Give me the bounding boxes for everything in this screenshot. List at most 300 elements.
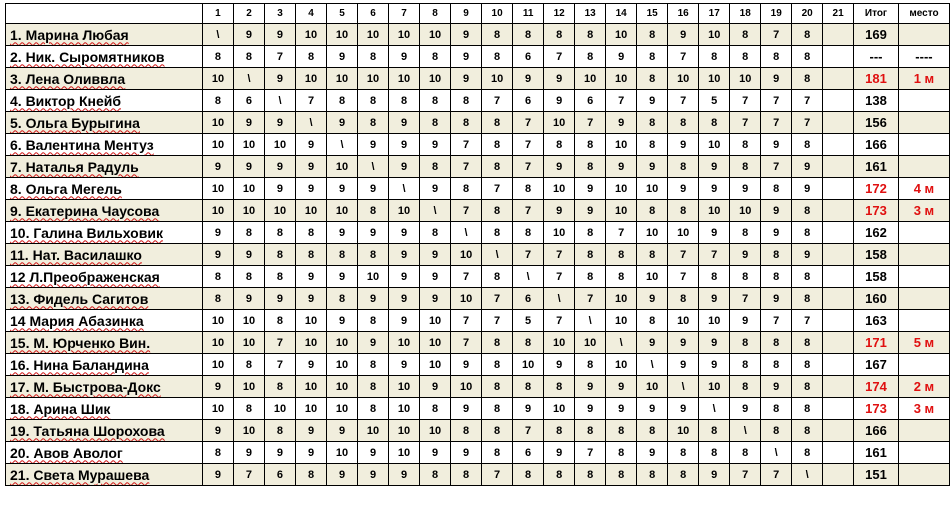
score-cell: 10 bbox=[606, 288, 637, 310]
score-cell: 8 bbox=[637, 200, 668, 222]
table-row bbox=[6, 112, 950, 134]
score-cell: 9 bbox=[296, 442, 327, 464]
header-round-19: 19 bbox=[761, 4, 792, 24]
place-cell bbox=[898, 112, 949, 134]
participant-name-text: 18. Арина Шик bbox=[10, 400, 111, 417]
score-cell: 9 bbox=[202, 464, 233, 486]
score-cell: 8 bbox=[327, 90, 358, 112]
score-cell bbox=[823, 288, 854, 310]
score-cell: 8 bbox=[761, 332, 792, 354]
score-cell: 9 bbox=[792, 178, 823, 200]
score-cell: 10 bbox=[389, 420, 420, 442]
score-cell: 9 bbox=[606, 46, 637, 68]
score-cell: 8 bbox=[202, 90, 233, 112]
score-cell: 9 bbox=[451, 354, 482, 376]
score-cell: 10 bbox=[233, 332, 264, 354]
score-cell: 10 bbox=[544, 222, 575, 244]
total-score: 163 bbox=[854, 310, 899, 332]
header-round-8: 8 bbox=[420, 4, 451, 24]
score-cell: 8 bbox=[730, 332, 761, 354]
score-cell: 10 bbox=[327, 332, 358, 354]
score-cell: 8 bbox=[482, 376, 513, 398]
score-cell: 9 bbox=[761, 68, 792, 90]
place-cell bbox=[898, 156, 949, 178]
score-cell: 9 bbox=[668, 398, 699, 420]
score-cell: 6 bbox=[264, 464, 295, 486]
score-cell: 9 bbox=[668, 24, 699, 46]
score-cell: 10 bbox=[233, 420, 264, 442]
score-cell: 8 bbox=[451, 464, 482, 486]
table-row bbox=[6, 354, 950, 376]
score-cell: 8 bbox=[389, 90, 420, 112]
place-cell bbox=[898, 442, 949, 464]
score-cell: 8 bbox=[202, 266, 233, 288]
score-cell: 9 bbox=[296, 134, 327, 156]
score-cell: 10 bbox=[451, 244, 482, 266]
place-cell bbox=[898, 420, 949, 442]
score-cell: 10 bbox=[637, 222, 668, 244]
participant-name bbox=[6, 46, 203, 68]
score-cell: 9 bbox=[296, 288, 327, 310]
score-cell: 7 bbox=[761, 112, 792, 134]
score-cell: 9 bbox=[637, 398, 668, 420]
score-cell: 7 bbox=[730, 112, 761, 134]
score-cell: 8 bbox=[296, 222, 327, 244]
score-cell: 8 bbox=[792, 288, 823, 310]
score-cell: 10 bbox=[637, 266, 668, 288]
score-cell: 9 bbox=[544, 354, 575, 376]
score-cell: 8 bbox=[233, 354, 264, 376]
score-cell: 8 bbox=[358, 398, 389, 420]
score-cell: 8 bbox=[792, 68, 823, 90]
score-cell: 8 bbox=[606, 244, 637, 266]
score-cell: 10 bbox=[202, 178, 233, 200]
score-cell: 10 bbox=[699, 310, 730, 332]
score-cell: 9 bbox=[233, 24, 264, 46]
score-cell: 8 bbox=[544, 376, 575, 398]
score-cell: 8 bbox=[420, 222, 451, 244]
total-score: 162 bbox=[854, 222, 899, 244]
score-cell: 8 bbox=[606, 420, 637, 442]
score-cell: 10 bbox=[699, 200, 730, 222]
score-cell bbox=[823, 266, 854, 288]
score-cell: 9 bbox=[264, 442, 295, 464]
participant-name bbox=[6, 222, 203, 244]
score-cell: 8 bbox=[637, 464, 668, 486]
score-cell: 9 bbox=[296, 266, 327, 288]
score-cell: 8 bbox=[513, 464, 544, 486]
score-cell: 8 bbox=[668, 112, 699, 134]
score-cell: \ bbox=[358, 156, 389, 178]
total-score: 158 bbox=[854, 244, 899, 266]
score-cell: 10 bbox=[668, 222, 699, 244]
score-cell: 7 bbox=[544, 266, 575, 288]
score-cell bbox=[823, 222, 854, 244]
score-cell: \ bbox=[761, 442, 792, 464]
score-cell: 9 bbox=[451, 398, 482, 420]
participant-name-text: 7. Наталья Радуль bbox=[10, 158, 139, 175]
score-cell: 9 bbox=[233, 244, 264, 266]
score-cell: 10 bbox=[296, 332, 327, 354]
header-round-16: 16 bbox=[668, 4, 699, 24]
score-cell: 8 bbox=[544, 24, 575, 46]
score-cell: 10 bbox=[327, 68, 358, 90]
score-cell: 10 bbox=[327, 398, 358, 420]
score-cell: 7 bbox=[606, 90, 637, 112]
score-cell: 9 bbox=[327, 178, 358, 200]
header-round-2: 2 bbox=[233, 4, 264, 24]
participant-name bbox=[6, 332, 203, 354]
score-cell bbox=[823, 68, 854, 90]
score-cell: 7 bbox=[761, 24, 792, 46]
score-cell: 10 bbox=[296, 398, 327, 420]
score-cell: 7 bbox=[482, 90, 513, 112]
score-cell: 9 bbox=[699, 178, 730, 200]
results-table bbox=[5, 3, 950, 486]
score-cell: 8 bbox=[730, 156, 761, 178]
score-cell: 8 bbox=[792, 442, 823, 464]
score-cell: 8 bbox=[699, 46, 730, 68]
score-cell: 10 bbox=[606, 178, 637, 200]
score-cell: 8 bbox=[482, 442, 513, 464]
score-cell: 8 bbox=[792, 332, 823, 354]
score-cell: 9 bbox=[761, 376, 792, 398]
score-cell: 10 bbox=[389, 442, 420, 464]
total-score: 156 bbox=[854, 112, 899, 134]
score-cell: 10 bbox=[264, 200, 295, 222]
score-cell: 10 bbox=[358, 266, 389, 288]
score-cell: 9 bbox=[296, 156, 327, 178]
score-cell: 8 bbox=[420, 46, 451, 68]
score-cell: 9 bbox=[264, 112, 295, 134]
table-row bbox=[6, 464, 950, 486]
score-cell: 9 bbox=[637, 288, 668, 310]
score-cell: 9 bbox=[358, 288, 389, 310]
score-cell: 10 bbox=[327, 354, 358, 376]
score-cell: 8 bbox=[233, 398, 264, 420]
score-cell: 10 bbox=[420, 354, 451, 376]
score-cell: 8 bbox=[730, 266, 761, 288]
score-cell: 9 bbox=[327, 46, 358, 68]
score-cell: 10 bbox=[606, 24, 637, 46]
score-cell: 10 bbox=[730, 200, 761, 222]
score-cell: 8 bbox=[482, 222, 513, 244]
participant-name-text: 9. Екатерина Чаусова bbox=[10, 202, 160, 219]
score-cell: 8 bbox=[668, 464, 699, 486]
table-row bbox=[6, 442, 950, 464]
score-cell: 9 bbox=[296, 354, 327, 376]
participant-name bbox=[6, 420, 203, 442]
header-round-9: 9 bbox=[451, 4, 482, 24]
score-cell: 8 bbox=[730, 46, 761, 68]
score-cell: 8 bbox=[420, 90, 451, 112]
score-cell: 8 bbox=[575, 354, 606, 376]
place-cell: 5 м bbox=[898, 332, 949, 354]
score-cell: 10 bbox=[668, 420, 699, 442]
score-cell: 5 bbox=[513, 310, 544, 332]
header-round-20: 20 bbox=[792, 4, 823, 24]
score-cell: 9 bbox=[699, 332, 730, 354]
header-round-13: 13 bbox=[575, 4, 606, 24]
score-cell: 9 bbox=[233, 156, 264, 178]
score-cell: 8 bbox=[327, 288, 358, 310]
score-cell: 8 bbox=[637, 68, 668, 90]
score-cell: 10 bbox=[264, 398, 295, 420]
score-cell: 9 bbox=[202, 376, 233, 398]
score-cell: 10 bbox=[420, 332, 451, 354]
score-cell: 9 bbox=[575, 376, 606, 398]
header-row bbox=[6, 4, 950, 24]
place-cell bbox=[898, 354, 949, 376]
score-cell: 9 bbox=[202, 156, 233, 178]
score-cell: 8 bbox=[233, 46, 264, 68]
score-cell: 7 bbox=[451, 156, 482, 178]
score-cell: 8 bbox=[730, 222, 761, 244]
score-cell: 9 bbox=[264, 68, 295, 90]
score-cell: 10 bbox=[233, 310, 264, 332]
participant-name bbox=[6, 200, 203, 222]
score-cell: 8 bbox=[513, 24, 544, 46]
score-cell: 9 bbox=[451, 68, 482, 90]
score-cell: 8 bbox=[513, 376, 544, 398]
score-cell: 10 bbox=[202, 398, 233, 420]
score-cell: 8 bbox=[761, 420, 792, 442]
participant-name-text: 8. Ольга Мегель bbox=[10, 180, 122, 197]
total-score: 161 bbox=[854, 156, 899, 178]
score-cell: 9 bbox=[327, 112, 358, 134]
header-round-18: 18 bbox=[730, 4, 761, 24]
participant-name bbox=[6, 134, 203, 156]
score-cell: 8 bbox=[606, 266, 637, 288]
participant-name-text: 20. Авов Аволог bbox=[10, 444, 123, 461]
score-cell: \ bbox=[792, 464, 823, 486]
participant-name bbox=[6, 156, 203, 178]
score-cell: \ bbox=[637, 354, 668, 376]
total-score: 169 bbox=[854, 24, 899, 46]
score-cell: 10 bbox=[451, 288, 482, 310]
score-cell: 8 bbox=[699, 442, 730, 464]
score-cell: 10 bbox=[420, 420, 451, 442]
total-score: --- bbox=[854, 46, 899, 68]
score-cell: 7 bbox=[513, 420, 544, 442]
score-cell: 8 bbox=[420, 112, 451, 134]
score-cell: 8 bbox=[264, 420, 295, 442]
score-cell: 9 bbox=[637, 156, 668, 178]
score-cell: 10 bbox=[296, 24, 327, 46]
score-cell: 8 bbox=[575, 24, 606, 46]
table-row bbox=[6, 420, 950, 442]
score-cell: 9 bbox=[420, 244, 451, 266]
score-cell: 7 bbox=[451, 200, 482, 222]
score-cell: 7 bbox=[761, 464, 792, 486]
score-cell: 10 bbox=[327, 200, 358, 222]
total-score: 158 bbox=[854, 266, 899, 288]
score-cell: 7 bbox=[264, 354, 295, 376]
score-cell: 9 bbox=[358, 134, 389, 156]
table-row bbox=[6, 24, 950, 46]
score-cell: 9 bbox=[358, 332, 389, 354]
score-cell bbox=[823, 90, 854, 112]
score-cell: \ bbox=[420, 200, 451, 222]
participant-name-text: 16. Нина Баландина bbox=[10, 356, 149, 373]
score-cell: 7 bbox=[792, 310, 823, 332]
score-cell: \ bbox=[482, 244, 513, 266]
score-cell: 6 bbox=[233, 90, 264, 112]
score-cell: 8 bbox=[575, 266, 606, 288]
score-cell: 10 bbox=[544, 178, 575, 200]
score-cell: 10 bbox=[327, 376, 358, 398]
score-cell: 8 bbox=[358, 310, 389, 332]
score-cell: 9 bbox=[327, 420, 358, 442]
participant-name bbox=[6, 288, 203, 310]
score-cell: 8 bbox=[637, 310, 668, 332]
score-cell: 10 bbox=[420, 310, 451, 332]
participant-name bbox=[6, 464, 203, 486]
score-cell bbox=[823, 24, 854, 46]
total-score: 171 bbox=[854, 332, 899, 354]
score-cell: \ bbox=[389, 178, 420, 200]
participant-name bbox=[6, 112, 203, 134]
table-row bbox=[6, 90, 950, 112]
score-cell: 9 bbox=[389, 354, 420, 376]
score-cell: 7 bbox=[730, 288, 761, 310]
participant-name-text: 4. Виктор Кнейб bbox=[10, 92, 121, 109]
score-cell bbox=[823, 112, 854, 134]
participant-name bbox=[6, 266, 203, 288]
table-row bbox=[6, 200, 950, 222]
table-row bbox=[6, 310, 950, 332]
score-cell: 5 bbox=[699, 90, 730, 112]
score-cell bbox=[823, 134, 854, 156]
total-score: 161 bbox=[854, 442, 899, 464]
table-row bbox=[6, 46, 950, 68]
score-cell: 7 bbox=[699, 244, 730, 266]
score-cell: 8 bbox=[451, 90, 482, 112]
score-cell: 9 bbox=[264, 178, 295, 200]
score-cell: 8 bbox=[358, 112, 389, 134]
participant-name-text: 12 Л.Преображенская bbox=[10, 268, 160, 285]
score-cell: 10 bbox=[296, 376, 327, 398]
score-cell: 8 bbox=[668, 442, 699, 464]
score-cell: 8 bbox=[482, 266, 513, 288]
score-cell: 10 bbox=[233, 178, 264, 200]
score-cell: 9 bbox=[544, 442, 575, 464]
score-cell: 9 bbox=[544, 90, 575, 112]
participant-name-text: 19. Татьяна Шорохова bbox=[10, 422, 165, 439]
score-cell: 9 bbox=[264, 156, 295, 178]
score-cell: 8 bbox=[575, 464, 606, 486]
score-cell: 9 bbox=[637, 442, 668, 464]
header-round-10: 10 bbox=[482, 4, 513, 24]
score-cell: 9 bbox=[699, 288, 730, 310]
participant-name bbox=[6, 376, 203, 398]
score-cell bbox=[823, 46, 854, 68]
score-cell: 9 bbox=[544, 156, 575, 178]
score-cell: 9 bbox=[202, 222, 233, 244]
score-cell: 10 bbox=[482, 68, 513, 90]
score-cell: 8 bbox=[730, 442, 761, 464]
score-cell: 8 bbox=[358, 90, 389, 112]
score-cell: 9 bbox=[389, 310, 420, 332]
score-cell: 7 bbox=[482, 464, 513, 486]
score-cell: 9 bbox=[730, 178, 761, 200]
score-cell: 8 bbox=[202, 46, 233, 68]
score-cell: 9 bbox=[761, 288, 792, 310]
score-cell: 7 bbox=[668, 266, 699, 288]
table-row bbox=[6, 156, 950, 178]
score-cell: 7 bbox=[513, 156, 544, 178]
score-cell: 9 bbox=[668, 354, 699, 376]
participant-name-text: 13. Фидель Сагитов bbox=[10, 290, 149, 307]
score-cell: 9 bbox=[699, 354, 730, 376]
score-cell: \ bbox=[544, 288, 575, 310]
score-cell: 9 bbox=[327, 222, 358, 244]
score-cell: 8 bbox=[761, 244, 792, 266]
score-cell: 9 bbox=[389, 244, 420, 266]
score-cell: 7 bbox=[792, 112, 823, 134]
score-cell: 8 bbox=[761, 46, 792, 68]
score-cell: 6 bbox=[513, 288, 544, 310]
score-cell: 9 bbox=[420, 178, 451, 200]
score-cell: 8 bbox=[637, 46, 668, 68]
score-cell: 9 bbox=[761, 200, 792, 222]
score-cell: 10 bbox=[513, 354, 544, 376]
total-score: 160 bbox=[854, 288, 899, 310]
score-cell: 8 bbox=[761, 178, 792, 200]
score-cell: 7 bbox=[451, 266, 482, 288]
score-cell: 9 bbox=[420, 376, 451, 398]
score-cell: 10 bbox=[606, 200, 637, 222]
score-cell bbox=[823, 464, 854, 486]
participant-name-text: 17. М. Быстрова-Докс bbox=[10, 378, 161, 395]
score-cell: \ bbox=[699, 398, 730, 420]
participant-name-text: 14 Мария Абазинка bbox=[10, 312, 144, 329]
score-cell: 8 bbox=[482, 156, 513, 178]
score-cell: 8 bbox=[637, 24, 668, 46]
score-cell: 9 bbox=[699, 222, 730, 244]
score-cell: 9 bbox=[389, 222, 420, 244]
score-cell: 8 bbox=[264, 222, 295, 244]
score-cell: 8 bbox=[482, 134, 513, 156]
score-cell: 7 bbox=[513, 200, 544, 222]
place-cell bbox=[898, 134, 949, 156]
score-cell: 10 bbox=[327, 442, 358, 464]
score-cell: \ bbox=[296, 112, 327, 134]
score-cell: 8 bbox=[792, 354, 823, 376]
score-cell: 8 bbox=[482, 420, 513, 442]
score-cell: 8 bbox=[761, 398, 792, 420]
score-cell: 8 bbox=[606, 442, 637, 464]
score-cell: 8 bbox=[233, 222, 264, 244]
score-cell: 10 bbox=[327, 156, 358, 178]
score-cell: 8 bbox=[358, 376, 389, 398]
score-cell: 9 bbox=[358, 222, 389, 244]
score-cell: 9 bbox=[606, 112, 637, 134]
score-cell: 10 bbox=[202, 354, 233, 376]
score-cell: 8 bbox=[202, 442, 233, 464]
score-cell: 7 bbox=[575, 288, 606, 310]
score-cell: 9 bbox=[420, 266, 451, 288]
score-cell: 10 bbox=[606, 68, 637, 90]
score-cell: 10 bbox=[296, 200, 327, 222]
score-cell: 8 bbox=[482, 24, 513, 46]
score-cell: 9 bbox=[606, 398, 637, 420]
score-cell: 10 bbox=[202, 332, 233, 354]
table-row bbox=[6, 266, 950, 288]
score-cell: 10 bbox=[264, 134, 295, 156]
total-score: 172 bbox=[854, 178, 899, 200]
participant-name bbox=[6, 24, 203, 46]
